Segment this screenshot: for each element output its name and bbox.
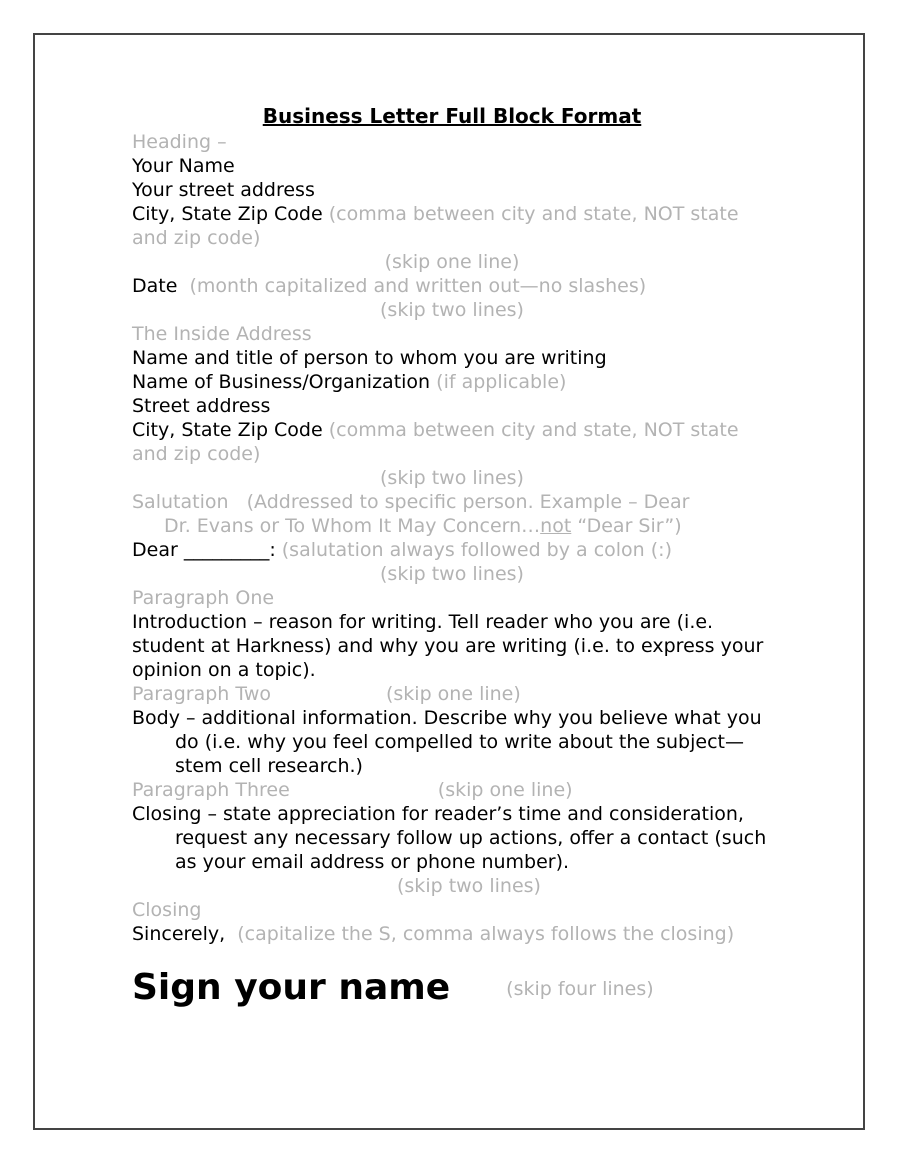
heading-label: Heading – <box>132 131 227 153</box>
paragraph-two-label-line <box>132 682 772 706</box>
salutation-note-c: “Dear Sir”) <box>577 515 682 537</box>
signature-text: Sign your name <box>132 967 451 1008</box>
closing-line <box>132 922 772 946</box>
signature-note: (skip four lines) <box>506 978 654 1000</box>
document-body <box>132 104 772 1011</box>
inside-address-city: City, State Zip Code <box>132 419 323 441</box>
signature-line <box>132 966 772 1011</box>
paragraph-three-label: Paragraph Three <box>132 779 290 801</box>
paragraph-three-label-line <box>132 778 772 802</box>
heading-date-note: (month capitalized and written out—no slashes) <box>189 275 647 297</box>
salutation-dear-note: (salutation always followed by a colon (:) <box>281 539 672 561</box>
closing-sincerely: Sincerely, <box>132 923 226 945</box>
paragraph-two-label: Paragraph Two <box>132 683 271 705</box>
paragraph-two-text: Body – additional information. Describe why you believe what you do (i.e. why you feel compelled to write about the subject—stem cell research.) <box>132 707 762 777</box>
salutation-skip: (skip two lines) <box>380 563 524 585</box>
inside-address-name-title: Name and title of person to whom you are writing <box>132 347 607 369</box>
salutation-note-line-1 <box>132 490 772 514</box>
heading-skip-two: (skip two lines) <box>380 299 524 321</box>
heading-city: City, State Zip Code <box>132 203 323 225</box>
salutation-dear-line <box>132 538 772 562</box>
paragraph-one-text: Introduction – reason for writing. Tell reader who you are (i.e. student at Harkness) and why you are writing (i.e. to express your opinion on a topic). <box>132 611 764 681</box>
heading-date-line <box>132 274 772 298</box>
heading-your-name: Your Name <box>132 155 235 177</box>
closing-note: (capitalize the S, comma always follows the closing) <box>237 923 735 945</box>
inside-address-street: Street address <box>132 395 271 417</box>
salutation-note-b: Dr. Evans or To Whom It May Concern… <box>164 515 541 537</box>
inside-address-business-line <box>132 370 772 394</box>
paragraph-two-skip: (skip one line) <box>385 683 521 705</box>
inside-address-skip: (skip two lines) <box>380 467 524 489</box>
salutation-note-a: (Addressed to specific person. Example – Dear <box>246 491 690 513</box>
inside-address-city-line <box>132 418 772 466</box>
heading-date: Date <box>132 275 178 297</box>
heading-city-line <box>132 202 772 250</box>
paragraph-three-text: Closing – state appreciation for reader’s time and consideration, request any necessary follow up actions, offer a contact (such as your email address or phone number). <box>132 803 767 873</box>
heading-skip-one: (skip one line) <box>384 251 520 273</box>
inside-address-business: Name of Business/Organization <box>132 371 431 393</box>
paragraph-three-skip-after: (skip two lines) <box>397 875 541 897</box>
heading-street: Your street address <box>132 179 315 201</box>
heading-city-note: (comma between city and state, NOT state and zip code) <box>132 203 739 249</box>
closing-label: Closing <box>132 899 202 921</box>
salutation-label: Salutation <box>132 491 229 513</box>
inside-address-city-note: (comma between city and state, NOT state and zip code) <box>132 419 739 465</box>
paragraph-three-skip: (skip one line) <box>437 779 573 801</box>
salutation-dear: Dear _________: <box>132 539 276 561</box>
inside-address-label: The Inside Address <box>132 323 312 345</box>
salutation-note-not: not <box>540 515 572 537</box>
inside-address-business-note: (if applicable) <box>436 371 567 393</box>
paragraph-one-label: Paragraph One <box>132 587 275 609</box>
salutation-note-line-2 <box>132 514 772 538</box>
document-title: Business Letter Full Block Format <box>262 104 642 128</box>
